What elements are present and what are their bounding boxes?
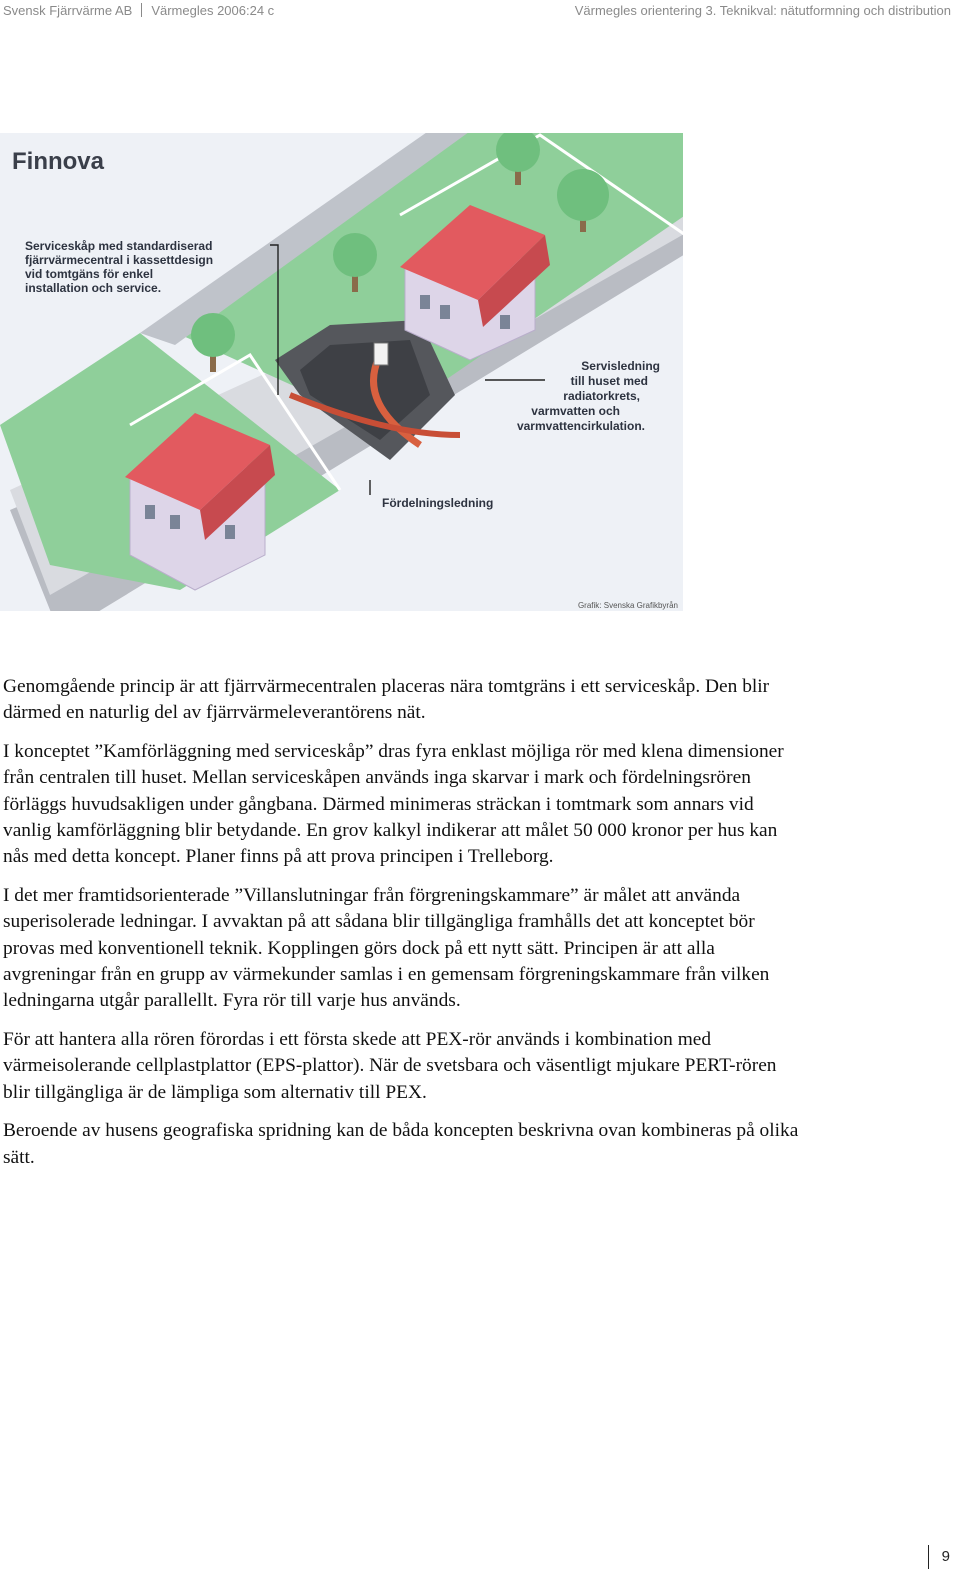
paragraph: I konceptet ”Kamförläggning med serviceskåp” dras fyra enklast möjliga rör med klena dimensioner från centralen till huset. Mellan serviceskåpen används inga skarvar i mark och fördelningsrören förläggs huvudsakligen under gångbana. Därmed minimeras sträckan i tomtmark som annars vid vanlig kamförläggning blir betydande. En grov kalkyl indikerar att målet 50 000 kronor per hus kan nås med detta koncept. Planer finns på att prova principen i Trelleborg. <box>3 740 784 868</box>
running-header <box>0 3 960 21</box>
graphic-credit: Grafik: Svenska Grafikbyrån <box>577 601 678 610</box>
distribution-callout: Fördelningsledning <box>382 496 494 510</box>
service-callout-line: varmvatten och <box>531 404 620 418</box>
page-number: 9 <box>928 1545 950 1569</box>
header-separator <box>141 3 142 17</box>
service-cabinet <box>374 343 388 365</box>
header-company: Svensk Fjärrvärme AB <box>3 3 133 18</box>
district-heating-illustration <box>0 95 690 655</box>
service-callout-line: radiatorkrets, <box>563 389 640 403</box>
paragraph: Genomgående princip är att fjärrvärmecentralen placeras nära tomtgräns i ett serviceskåp. Den blir därmed en naturlig del av fjärrvärmeleverantörens nät. <box>3 676 770 724</box>
cabinet-callout-line: installation och service. <box>25 281 162 295</box>
header-report-id: Värmegles 2006:24 c <box>151 3 275 18</box>
cabinet-callout-line: fjärrvärmecentral i kassettdesign <box>25 253 214 267</box>
service-callout-line: till huset med <box>570 374 648 388</box>
paragraph: I det mer framtidsorienterade ”Villanslutningar från förgreningskammare” är målet att använda superisolerade ledningar. I avvaktan på att sådana blir tillgängliga framhålls det att konceptet bör provas med konventionell teknik. Kopplingen görs dock på ett nytt sätt. Principen är att alla avgreningar från en grupp av värmekunder samlas i en gemensam förgreningskammare från vilken ledningarna utgår parallellt. Fyra rör till varje hus används. <box>3 884 770 1012</box>
paragraph: Beroende av husens geografiska spridning kan de båda koncepten beskrivna ovan kombineras på olika sätt. <box>3 1120 799 1168</box>
paragraph: För att hantera alla rören förordas i ett första skede att PEX-rör används i kombination med värmeisolerande cellplastplattor (EPS-plattor). När de svetsbara och väsentligt mjukare PERT-rören blir tillgängliga är de lämpliga som alternativ till PEX. <box>3 1028 777 1103</box>
illustration-svg <box>0 95 690 655</box>
body-text <box>3 674 803 1183</box>
cabinet-callout-line: vid tomtgäns för enkel <box>25 267 154 281</box>
service-callout-line: varmvattencirkulation. <box>516 419 645 433</box>
cabinet-callout-line: Serviceskåp med standardiserad <box>25 239 213 253</box>
service-callout-line: Servisledning <box>581 359 660 373</box>
header-section: Värmegles orientering 3. Teknikval: nätutformning och distribution <box>574 3 951 18</box>
brand-logo: Finnova <box>12 148 105 175</box>
header-left <box>3 3 274 18</box>
